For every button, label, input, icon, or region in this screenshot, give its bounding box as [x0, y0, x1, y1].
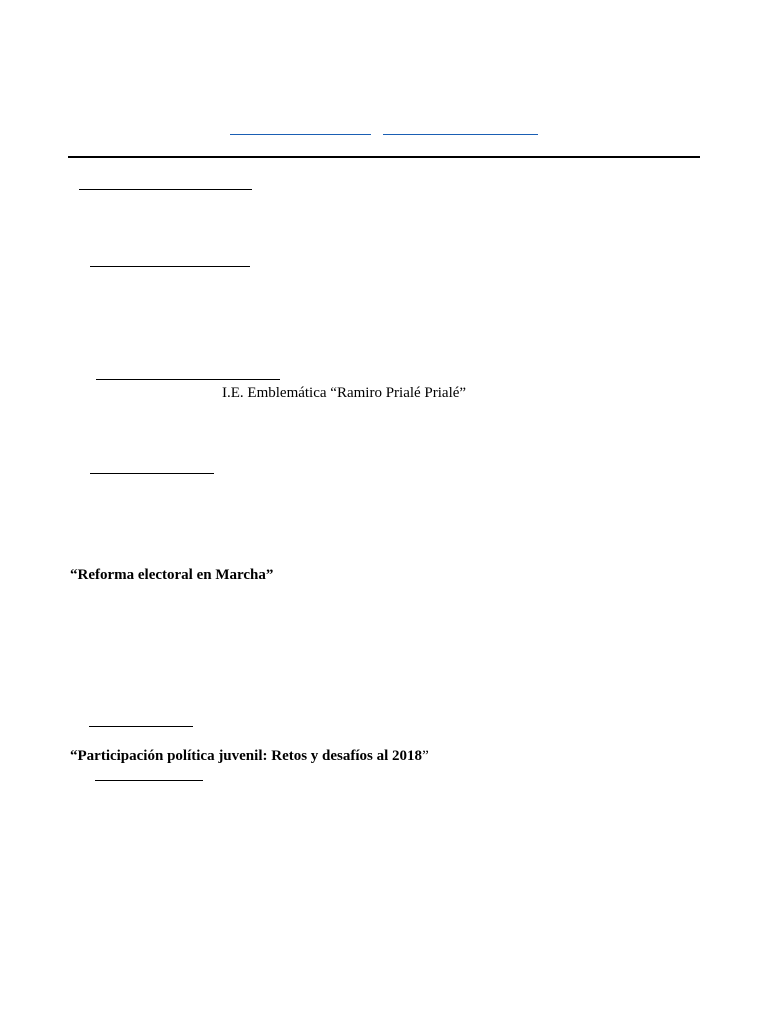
title-reforma-electoral: “Reforma electoral en Marcha”	[70, 567, 274, 583]
header-rule	[68, 156, 700, 158]
blank-line-5	[89, 726, 193, 727]
header-link-1[interactable]	[230, 134, 371, 135]
blank-line-2	[90, 266, 250, 267]
school-name: I.E. Emblemática “Ramiro Prialé Prialé”	[222, 385, 467, 401]
title-2-main: “Participación política juvenil: Retos y desafíos al 2018	[70, 748, 423, 764]
blank-line-3	[96, 379, 280, 380]
blank-line-4	[90, 473, 214, 474]
blank-line-1	[79, 189, 252, 190]
title-2-close-quote: ”	[422, 748, 429, 764]
title-participacion-politica	[70, 749, 429, 764]
header-link-2[interactable]	[383, 134, 538, 135]
blank-line-6	[95, 780, 203, 781]
